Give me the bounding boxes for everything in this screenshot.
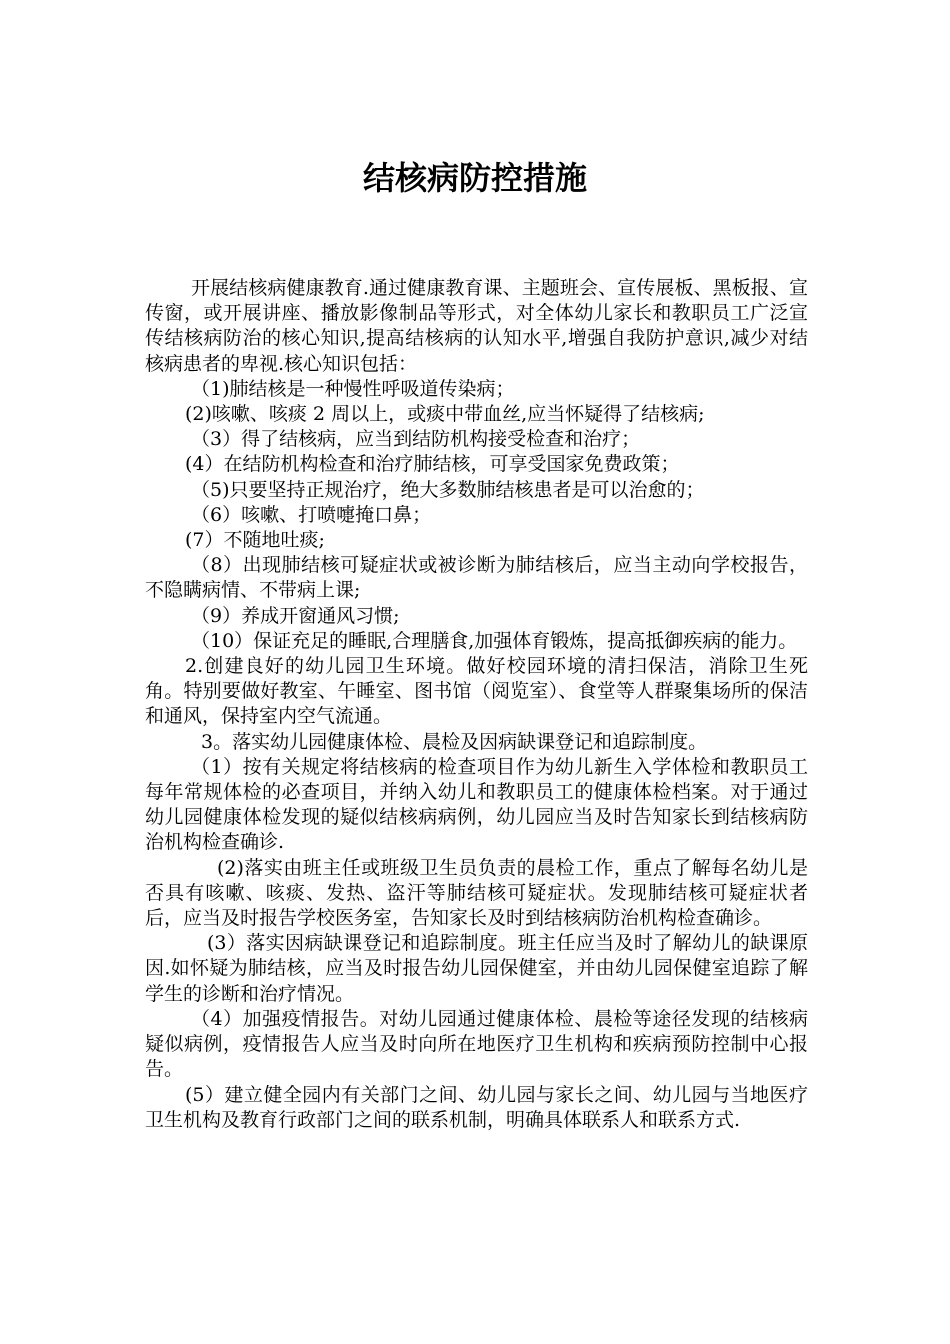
document-title: 结核病防控措施: [362, 159, 587, 197]
list-item-3: （3）得了结核病，应当到结防机构接受检查和治疗；: [191, 428, 641, 451]
section-3-item-4: （4）加强疫情报告。对幼儿园通过健康体检、晨检等途径发现的结核病疑似病例，疫情报告人应当及时向所在地医疗卫生机构和疾病预防控制中心报告。: [145, 1007, 808, 1081]
list-item-4: (4）在结防机构检查和治疗肺结核，可享受国家免费政策；: [185, 453, 680, 476]
list-item-5: （5)只要坚持正规治疗，绝大多数肺结核患者是可以治愈的；: [191, 478, 705, 501]
document-body: [145, 276, 808, 1133]
list-item-9: （9）养成开窗通风习惯;: [191, 604, 400, 627]
section-3-item-3: (3）落实因病缺课登记和追踪制度。班主任应当及时了解幼儿的缺课原因.如怀疑为肺结核，应当及时报告幼儿园保健室，并由幼儿园保健室追踪了解学生的诊断和治疗情况。: [145, 932, 808, 1005]
list-item-10: （10）保证充足的睡眠,合理膳食,加强体育锻炼，提高抵御疾病的能力。: [191, 629, 798, 652]
list-item-8: （8）出现肺结核可疑症状或被诊断为肺结核后，应当主动向学校报告，不隐瞒病情、不带病上课;: [145, 554, 808, 602]
list-item-6: （6）咳嗽、打喷嚏掩口鼻；: [191, 503, 432, 526]
section-3-heading: 3。落实幼儿园健康体检、晨检及因病缺课登记和追踪制度。: [201, 730, 708, 753]
paragraph-intro: 开展结核病健康教育.通过健康教育课、主题班会、宣传展板、黑板报、宣传窗，或开展讲座、播放影像制品等形式，对全体幼儿家长和教职员工广泛宣传结核病防治的核心知识,提高结核病的认知水平,增强自我防护意识,减少对结核病患者的卑视.核心知识包括：: [145, 277, 808, 375]
section-3-item-2: (2)落实由班主任或班级卫生员负责的晨检工作，重点了解每名幼儿是否具有咳嗽、咳痰、发热、盗汗等肺结核可疑症状。发现肺结核可疑症状者后，应当及时报告学校医务室，告知家长及时到结核病防治机构检查确诊。: [145, 856, 808, 930]
list-item-2: (2)咳嗽、咳痰 2 周以上，或痰中带血丝,应当怀疑得了结核病;: [185, 403, 705, 426]
section-2-paragraph: 2.创建良好的幼儿园卫生环境。做好校园环境的清扫保洁，消除卫生死角。特别要做好教室、午睡室、图书馆（阅览室）、食堂等人群聚集场所的保洁和通风，保持室内空气流通。: [145, 655, 808, 728]
section-3-item-5: (5）建立健全园内有关部门之间、幼儿园与家长之间、幼儿园与当地医疗卫生机构及教育行政部门之间的联系机制，明确具体联系人和联系方式.: [145, 1083, 808, 1131]
list-item-7: (7）不随地吐痰;: [185, 529, 325, 552]
section-3-item-1: （1）按有关规定将结核病的检查项目作为幼儿新生入学体检和教职员工每年常规体检的必查项目，并纳入幼儿和教职员工的健康体检档案。对于通过幼儿园健康体检发现的疑似结核病病例，幼儿园应当及时告知家长到结核病防治机构检查确诊.: [145, 755, 808, 854]
list-item-1: （1)肺结核是一种慢性呼吸道传染病；: [191, 377, 515, 400]
